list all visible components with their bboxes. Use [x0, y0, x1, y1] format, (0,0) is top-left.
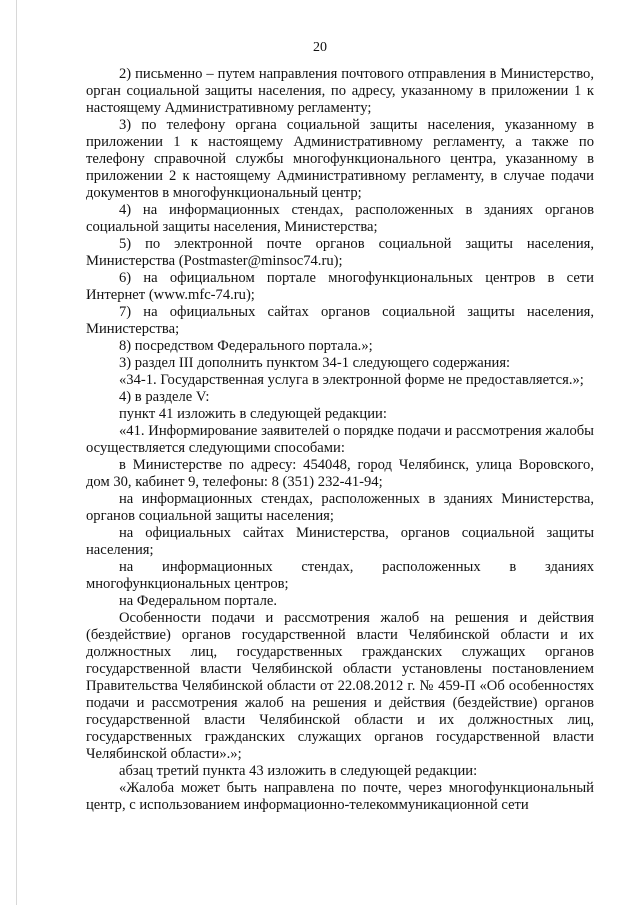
paragraph: на информационных стендах, расположенных в зданиях многофункциональных центров;: [86, 559, 594, 592]
document-body: [86, 66, 594, 814]
paragraph: «34-1. Государственная услуга в электронной форме не предоставляется.»;: [119, 372, 584, 388]
paragraph: 3) раздел III дополнить пунктом 34-1 следующего содержания:: [119, 355, 511, 371]
scan-edge-line: [16, 0, 17, 905]
paragraph: 8) посредством Федерального портала.»;: [119, 338, 373, 354]
paragraph: на официальных сайтах Министерства, органов социальной защиты населения;: [86, 525, 594, 558]
paragraph: 2) письменно – путем направления почтового отправления в Министерство, орган социальной защиты населения, по адресу, указанному в приложении 1 к настоящему Административному регламенту;: [86, 66, 594, 116]
paragraph: на информационных стендах, расположенных в зданиях Министерства, органов социальной защиты населения;: [86, 491, 594, 524]
paragraph: 4) в разделе V:: [119, 389, 210, 405]
paragraph: «41. Информирование заявителей о порядке подачи и рассмотрения жалобы осуществляется следующими способами:: [86, 423, 594, 456]
paragraph: 6) на официальном портале многофункциональных центров в сети Интернет (www.mfc-74.ru);: [86, 270, 594, 303]
paragraph: 4) на информационных стендах, расположенных в зданиях органов социальной защиты населения, Министерства;: [86, 202, 594, 235]
page-number: 20: [313, 40, 327, 55]
paragraph: абзац третий пункта 43 изложить в следующей редакции:: [119, 763, 478, 779]
paragraph: на Федеральном портале.: [119, 593, 277, 609]
paragraph: Особенности подачи и рассмотрения жалоб на решения и действия (бездействие) органов государственной власти Челябинской области и их должностных лиц, государственных гражданских служащих органов государственной власти Челябинской области установлены постановлением Правительства Челябинской области от 22.08.2012 г. № 459-П «Об особенностях подачи и рассмотрения жалоб на решения и действия (бездействие) органов государственной власти Челябинской области и их должностных лиц, государственных гражданских служащих органов государственной власти Челябинской области».»;: [86, 610, 594, 762]
paragraph: пункт 41 изложить в следующей редакции:: [119, 406, 387, 422]
paragraph: «Жалоба может быть направлена по почте, через многофункциональный центр, с использованием информационно-телекоммуникационной сети: [86, 780, 594, 813]
paragraph: 5) по электронной почте органов социальной защиты населения, Министерства (Postmaster@minsoc74.ru);: [86, 236, 594, 269]
paragraph: 3) по телефону органа социальной защиты населения, указанному в приложении 1 к настоящему Административному регламенту, а также по телефону справочной службы многофункционального центра, указанному в приложении 2 к настоящему Административному регламенту, в случае подачи документов в многофункциональный центр;: [86, 117, 594, 201]
paragraph: в Министерстве по адресу: 454048, город Челябинск, улица Воровского, дом 30, кабинет 9, телефоны: 8 (351) 232-41-94;: [86, 457, 594, 490]
paragraph: 7) на официальных сайтах органов социальной защиты населения, Министерства;: [86, 304, 594, 337]
